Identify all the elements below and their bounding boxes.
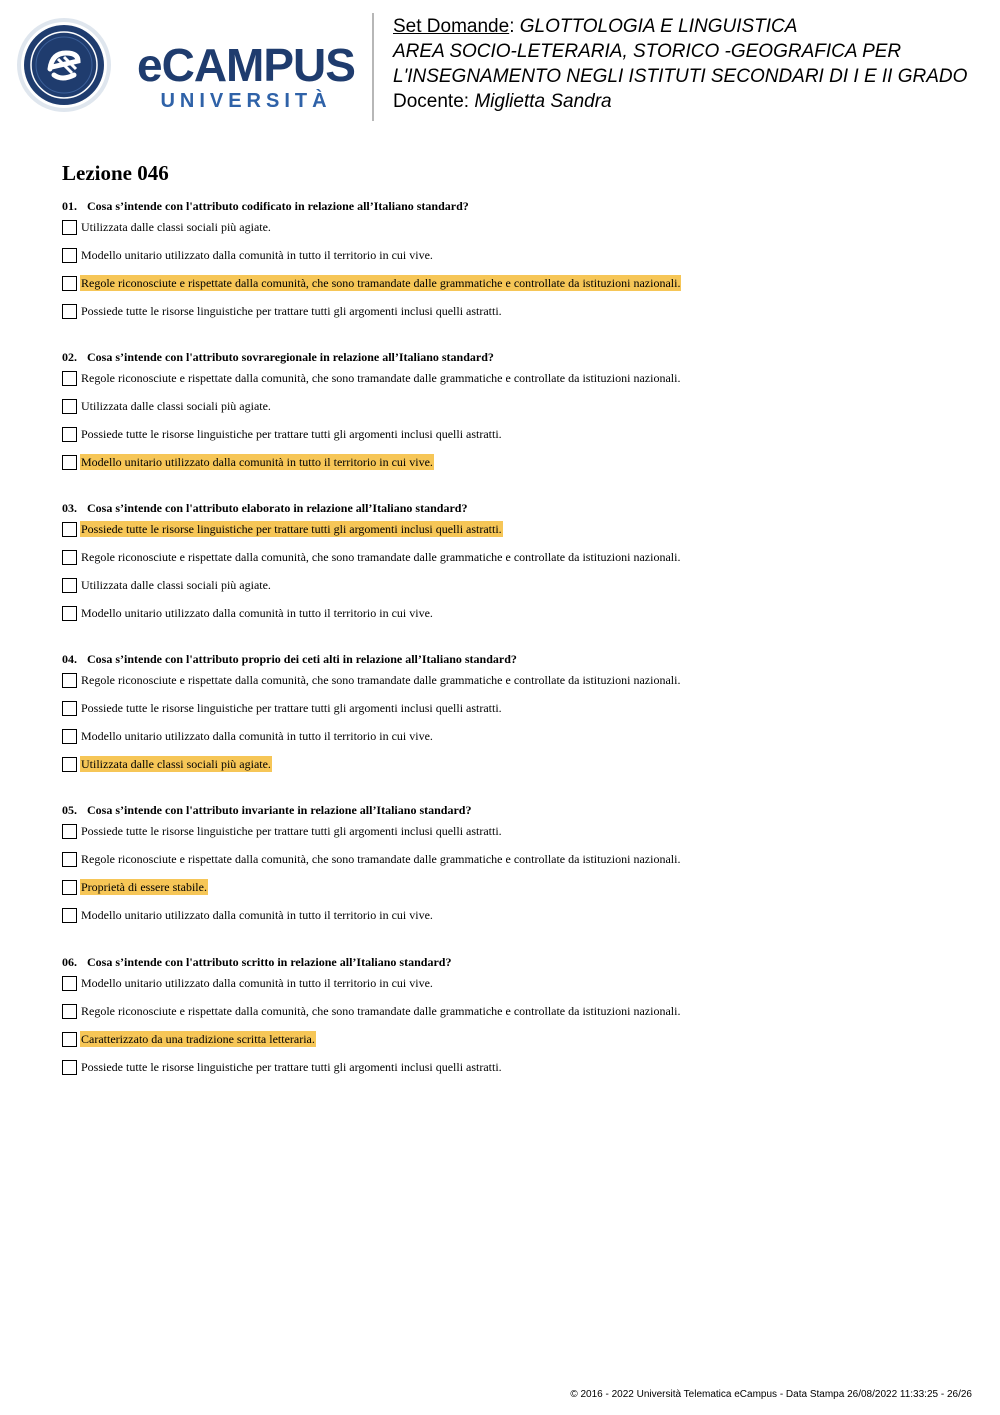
set-colon: : <box>509 16 520 37</box>
correct-answer-text: Regole riconosciute e rispettate dalla comunità, che sono tramandate dalle grammatiche e controllate da istituzioni nazionali. <box>81 276 681 290</box>
question-number: 02. <box>62 350 77 364</box>
answer-text: Utilizzata dalle classi sociali più agiate. <box>81 578 271 592</box>
answer-option[interactable] <box>62 754 962 782</box>
answer-option[interactable] <box>62 519 962 547</box>
question-text <box>62 802 962 818</box>
correct-answer-text: Proprietà di essere stabile. <box>81 880 207 894</box>
ecampus-wordmark <box>135 39 357 112</box>
correct-answer-text: Caratterizzato da una tradizione scritta letteraria. <box>81 1032 315 1046</box>
docente-label: Docente: <box>393 91 470 112</box>
answer-option[interactable] <box>62 973 962 1001</box>
answer-text: Modello unitario utilizzato dalla comunità in tutto il territorio in cui vive. <box>81 976 433 990</box>
set-label: Set Domande <box>393 16 510 37</box>
answer-text: Regole riconosciute e rispettate dalla comunità, che sono tramandate dalle grammatiche e controllate da istituzioni nazionali. <box>81 673 681 687</box>
answer-checkbox[interactable] <box>62 550 77 565</box>
answer-option[interactable] <box>62 821 962 849</box>
answer-checkbox[interactable] <box>62 729 77 744</box>
answer-checkbox[interactable] <box>62 399 77 414</box>
answer-text: Utilizzata dalle classi sociali più agiate. <box>81 399 271 413</box>
answer-checkbox[interactable] <box>62 1004 77 1019</box>
question-block <box>62 349 962 480</box>
answer-text: Utilizzata dalle classi sociali più agiate. <box>81 220 271 234</box>
answer-checkbox[interactable] <box>62 578 77 593</box>
answer-option[interactable] <box>62 1001 962 1029</box>
brand-subtitle: UNIVERSITÀ <box>160 90 332 112</box>
answer-checkbox[interactable] <box>62 976 77 991</box>
answer-checkbox[interactable] <box>62 824 77 839</box>
question-text <box>62 198 962 214</box>
question-number: 06. <box>62 955 77 969</box>
answer-option[interactable] <box>62 905 962 933</box>
answer-option[interactable] <box>62 726 962 754</box>
docente-name: Miglietta Sandra <box>474 91 612 112</box>
question-label: Cosa s’intende con l'attributo codificato in relazione all’Italiano standard? <box>87 199 469 213</box>
answer-checkbox[interactable] <box>62 673 77 688</box>
set-title: GLOTTOLOGIA E LINGUISTICA <box>519 16 798 37</box>
question-block <box>62 954 962 1085</box>
correct-answer-text: Modello unitario utilizzato dalla comunità in tutto il territorio in cui vive. <box>81 455 433 469</box>
lesson-title: Lezione 046 <box>62 161 169 185</box>
answer-checkbox[interactable] <box>62 248 77 263</box>
question-number: 03. <box>62 501 77 515</box>
correct-answer-text: Possiede tutte le risorse linguistiche per trattare tutti gli argomenti inclusi quelli astratti. <box>81 522 502 536</box>
answer-text: Regole riconosciute e rispettate dalla comunità, che sono tramandate dalle grammatiche e controllate da istituzioni nazionali. <box>81 371 681 385</box>
answer-option[interactable] <box>62 368 962 396</box>
answer-checkbox[interactable] <box>62 304 77 319</box>
question-label: Cosa s’intende con l'attributo scritto in relazione all’Italiano standard? <box>87 955 452 969</box>
answer-option[interactable] <box>62 698 962 726</box>
answer-checkbox[interactable] <box>62 908 77 923</box>
answer-text: Regole riconosciute e rispettate dalla comunità, che sono tramandate dalle grammatiche e controllate da istituzioni nazionali. <box>81 1004 681 1018</box>
answer-option[interactable] <box>62 877 962 905</box>
answer-text: Regole riconosciute e rispettate dalla comunità, che sono tramandate dalle grammatiche e controllate da istituzioni nazionali. <box>81 852 681 866</box>
correct-answer-text: Utilizzata dalle classi sociali più agiate. <box>81 757 271 771</box>
answer-checkbox[interactable] <box>62 880 77 895</box>
question-block <box>62 500 962 631</box>
answer-option[interactable] <box>62 273 962 301</box>
question-text <box>62 651 962 667</box>
question-text <box>62 954 962 970</box>
answer-checkbox[interactable] <box>62 371 77 386</box>
question-text <box>62 500 962 516</box>
question-label: Cosa s’intende con l'attributo proprio dei ceti alti in relazione all’Italiano standard? <box>87 652 517 666</box>
answer-checkbox[interactable] <box>62 220 77 235</box>
answer-text: Possiede tutte le risorse linguistiche per trattare tutti gli argomenti inclusi quelli astratti. <box>81 824 502 838</box>
answer-text: Possiede tutte le risorse linguistiche per trattare tutti gli argomenti inclusi quelli astratti. <box>81 427 502 441</box>
answer-option[interactable] <box>62 217 962 245</box>
answer-text: Modello unitario utilizzato dalla comunità in tutto il territorio in cui vive. <box>81 606 433 620</box>
question-text <box>62 349 962 365</box>
area-line-2: L'INSEGNAMENTO NEGLI ISTITUTI SECONDARI DI I E II GRADO <box>393 66 968 87</box>
question-number: 01. <box>62 199 77 213</box>
question-label: Cosa s’intende con l'attributo invariante in relazione all’Italiano standard? <box>87 803 472 817</box>
answer-checkbox[interactable] <box>62 1032 77 1047</box>
question-block <box>62 802 962 933</box>
question-label: Cosa s’intende con l'attributo elaborato in relazione all’Italiano standard? <box>87 501 468 515</box>
answer-option[interactable] <box>62 1029 962 1057</box>
answer-text: Possiede tutte le risorse linguistiche per trattare tutti gli argomenti inclusi quelli astratti. <box>81 1060 502 1074</box>
answer-checkbox[interactable] <box>62 701 77 716</box>
answer-option[interactable] <box>62 396 962 424</box>
header-divider <box>372 13 374 121</box>
answer-text: Modello unitario utilizzato dalla comunità in tutto il territorio in cui vive. <box>81 908 433 922</box>
answer-text: Regole riconosciute e rispettate dalla comunità, che sono tramandate dalle grammatiche e controllate da istituzioni nazionali. <box>81 550 681 564</box>
answer-option[interactable] <box>62 849 962 877</box>
answer-checkbox[interactable] <box>62 852 77 867</box>
answer-text: Modello unitario utilizzato dalla comunità in tutto il territorio in cui vive. <box>81 729 433 743</box>
question-block <box>62 198 962 329</box>
answer-option[interactable] <box>62 452 962 480</box>
question-label: Cosa s’intende con l'attributo sovraregionale in relazione all’Italiano standard? <box>87 350 494 364</box>
header-info <box>393 14 993 114</box>
answer-text: Possiede tutte le risorse linguistiche per trattare tutti gli argomenti inclusi quelli astratti. <box>81 304 502 318</box>
answer-checkbox[interactable] <box>62 606 77 621</box>
docente-line <box>393 89 993 114</box>
question-block <box>62 651 962 782</box>
answer-option[interactable] <box>62 575 962 603</box>
answer-option[interactable] <box>62 424 962 452</box>
question-number: 05. <box>62 803 77 817</box>
answer-option[interactable] <box>62 245 962 273</box>
answer-text: Modello unitario utilizzato dalla comunità in tutto il territorio in cui vive. <box>81 248 433 262</box>
page-footer: © 2016 - 2022 Università Telematica eCampus - Data Stampa 26/08/2022 11:33:25 - 26/26 <box>570 1389 972 1400</box>
answer-checkbox[interactable] <box>62 522 77 537</box>
answer-checkbox[interactable] <box>62 455 77 470</box>
answer-checkbox[interactable] <box>62 757 77 772</box>
answer-text: Possiede tutte le risorse linguistiche per trattare tutti gli argomenti inclusi quelli astratti. <box>81 701 502 715</box>
ecampus-seal-logo <box>14 17 114 113</box>
question-number: 04. <box>62 652 77 666</box>
brand-name: eCAMPUS <box>137 39 355 91</box>
answer-option[interactable] <box>62 301 962 329</box>
answer-checkbox[interactable] <box>62 276 77 291</box>
answer-option[interactable] <box>62 547 962 575</box>
answer-checkbox[interactable] <box>62 1060 77 1075</box>
area-line-1: AREA SOCIO-LETERARIA, STORICO -GEOGRAFICA PER <box>393 41 902 62</box>
answer-checkbox[interactable] <box>62 427 77 442</box>
answer-option[interactable] <box>62 1057 962 1085</box>
answer-option[interactable] <box>62 670 962 698</box>
answer-option[interactable] <box>62 603 962 631</box>
set-line <box>393 14 993 39</box>
